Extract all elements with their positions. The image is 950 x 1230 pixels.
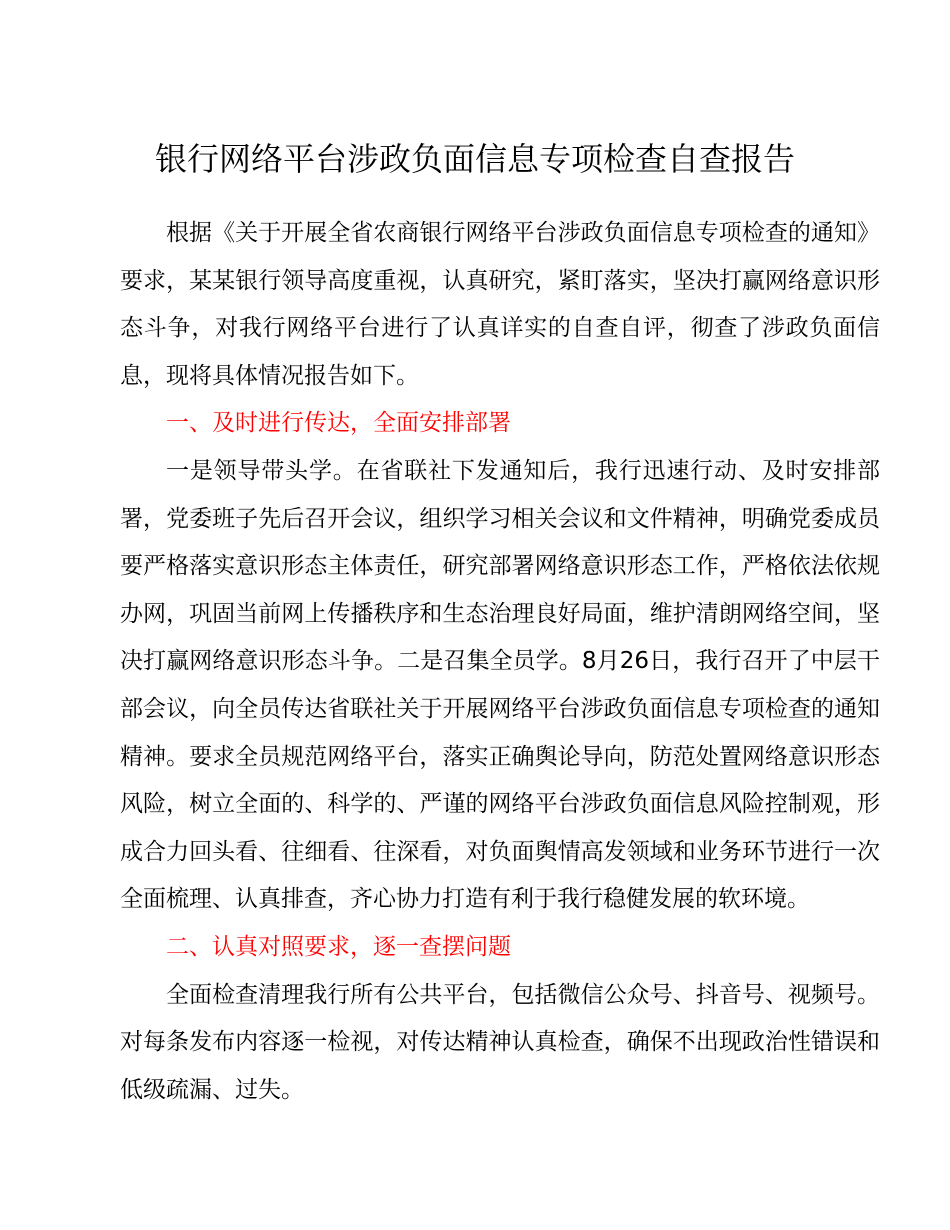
section-1-paragraph: 一是领导带头学。在省联社下发通知后，我行迅速行动、及时安排部署，党委班子先后召开会议，组织学习相关会议和文件精神，明确党委成员要严格落实意识形态主体责任，研究部署网络意识形态工作，严格依法依规办网，巩固当前网上传播秩序和生态治理良好局面，维护清朗网络空间，坚决打赢网络意识形态斗争。二是召集全员学。8月26日，我行召开了中层干部会议，向全员传达省联社关于开展网络平台涉政负面信息专项检查的通知精神。要求全员规范网络平台，落实正确舆论导向，防范处置网络意识形态风险，树立全面的、科学的、严谨的网络平台涉政负面信息风险控制观，形成合力回头看、往细看、往深看，对负面舆情高发领域和业务环节进行一次全面梳理、认真排查，齐心协力打造有利于我行稳健发展的软环境。 [120,457,880,913]
intro-paragraph: 根据《关于开展全省农商银行网络平台涉政负面信息专项检查的通知》要求，某某银行领导高度重视，认真研究，紧盯落实，坚决打赢网络意识形态斗争，对我行网络平台进行了认真详实的自查自评，彻查了涉政负面信息，现将具体情况报告如下。 [120,220,880,389]
document-title: 银行网络平台涉政负面信息专项检查自查报告 [154,140,795,178]
section-1-heading: 一、及时进行传达，全面安排部署 [166,410,511,437]
section-2-paragraph: 全面检查清理我行所有公共平台，包括微信公众号、抖音号、视频号。对每条发布内容逐一检视，对传达精神认真检查，确保不出现政治性错误和低级疏漏、过失。 [120,981,880,1103]
section-2-heading: 二、认真对照要求，逐一查摆问题 [166,933,511,960]
document-body [120,210,880,1114]
